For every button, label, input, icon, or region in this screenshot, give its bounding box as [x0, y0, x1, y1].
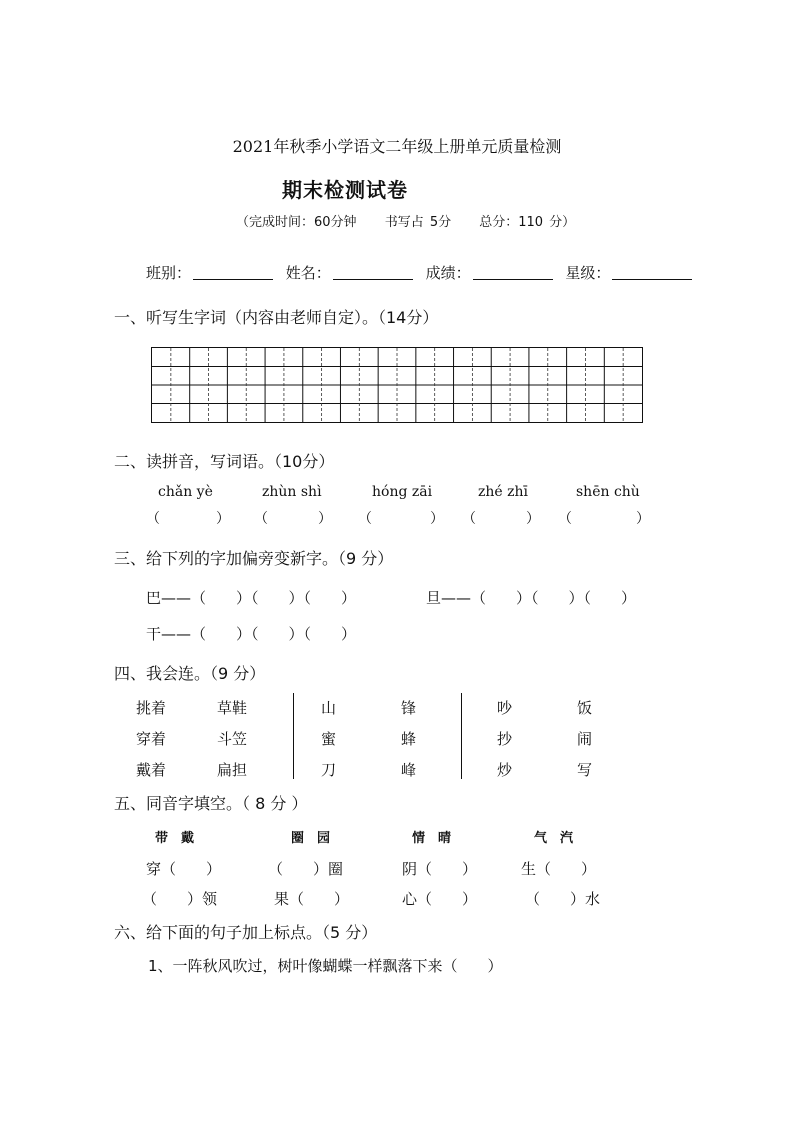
pinyin-1: chǎn yè: [158, 484, 213, 500]
radical-row-ba: 巴——（ ）（ ）（ ）: [146, 589, 357, 607]
paren-open-3: （: [358, 511, 372, 527]
paren-open-2: （: [254, 511, 268, 527]
total-info: 总分：110 分）: [479, 215, 576, 230]
section-6-heading: 六、给下面的句子加上标点。（5 分）: [114, 923, 378, 942]
homophone-blank: 生（ ）: [521, 860, 597, 878]
class-label: 班别：: [146, 264, 192, 282]
paren-close-1: ）: [216, 511, 230, 527]
match-item: 吵: [497, 699, 513, 717]
match-item: 饭: [577, 699, 593, 717]
section-2-heading: 二、读拼音，写词语。（10分）: [114, 452, 335, 471]
match-item: 刀: [321, 761, 337, 779]
grade-label: 星级：: [565, 264, 611, 282]
name-field: [286, 262, 413, 283]
section-1-heading: 一、听写生字词（内容由老师自定）。（14分）: [114, 308, 439, 327]
pinyin-2: zhùn shì: [262, 484, 322, 500]
paren-open-1: （: [146, 511, 160, 527]
time-info: （完成时间：60分钟: [236, 215, 357, 230]
score-label: 成绩：: [425, 264, 471, 282]
homophone-blank: 果（ ）: [274, 890, 350, 908]
match-item: 写: [577, 761, 593, 779]
name-label: 姓名：: [285, 264, 331, 282]
exam-title: 期末检测试卷: [282, 178, 408, 202]
match-item: 峰: [401, 761, 417, 779]
dictation-grid-lines: [152, 348, 642, 422]
pinyin-4: zhé zhī: [478, 484, 528, 500]
score-blank[interactable]: [473, 265, 553, 280]
pinyin-5: shēn chù: [576, 484, 640, 500]
exam-info: [236, 211, 597, 230]
match-item: 斗笠: [217, 730, 248, 748]
class-blank[interactable]: [193, 265, 273, 280]
paren-close-5: ）: [636, 511, 650, 527]
paren-close-2: ）: [318, 511, 332, 527]
section-3-heading: 三、给下列的字加偏旁变新字。（9 分）: [114, 549, 394, 568]
punctuation-sentence-1: 1、一阵秋风吹过，树叶像蝴蝶一样飘落下来（ ）: [148, 957, 503, 975]
exam-supertitle: 2021年秋季小学语文二年级上册单元质量检测: [232, 137, 562, 156]
match-item: 蜜: [321, 730, 337, 748]
match-item: 闹: [577, 730, 593, 748]
paren-open-5: （: [558, 511, 572, 527]
match-item: 炒: [497, 761, 513, 779]
homophone-blank: （ ）圈: [268, 860, 344, 878]
pinyin-3: hóng zāi: [372, 484, 433, 500]
homophone-blank: 心（ ）: [402, 890, 478, 908]
match-item: 锋: [401, 699, 417, 717]
section-5-heading: 五、同音字填空。（ 8 分 ）: [114, 794, 308, 813]
radical-row-gan: 干——（ ）（ ）（ ）: [146, 625, 357, 643]
match-item: 草鞋: [217, 699, 248, 717]
homophone-pair-2: 圈 园: [291, 831, 331, 846]
match-item: 挑着: [136, 699, 167, 717]
paren-close-4: ）: [526, 511, 540, 527]
grade-field: [565, 262, 692, 283]
match-item: 扁担: [217, 761, 248, 779]
homophone-pair-3: 情 晴: [412, 831, 452, 846]
paren-open-4: （: [462, 511, 476, 527]
radical-row-dan: 旦——（ ）（ ）（ ）: [426, 589, 637, 607]
section-4-heading: 四、我会连。（9 分）: [114, 664, 266, 683]
dictation-grid[interactable]: [151, 347, 643, 423]
homophone-blank: 阴（ ）: [402, 860, 478, 878]
match-item: 山: [321, 699, 337, 717]
match-item: 蜂: [401, 730, 417, 748]
score-field: [426, 262, 553, 283]
homophone-blank: （ ）水: [525, 890, 601, 908]
homophone-blank: （ ）领: [142, 890, 218, 908]
homophone-blank: 穿（ ）: [146, 860, 222, 878]
match-item: 穿着: [136, 730, 167, 748]
student-info-row: [146, 262, 700, 283]
match-divider-1: [293, 693, 294, 779]
match-item: 戴着: [136, 761, 167, 779]
class-field: [146, 262, 273, 283]
paren-close-3: ）: [430, 511, 444, 527]
match-divider-2: [461, 693, 462, 779]
grade-blank[interactable]: [612, 265, 692, 280]
writing-info: 书写占 5分: [384, 215, 452, 230]
homophone-pair-4: 气 汽: [534, 831, 574, 846]
name-blank[interactable]: [333, 265, 413, 280]
homophone-pair-1: 带 戴: [155, 831, 195, 846]
match-item: 抄: [497, 730, 513, 748]
